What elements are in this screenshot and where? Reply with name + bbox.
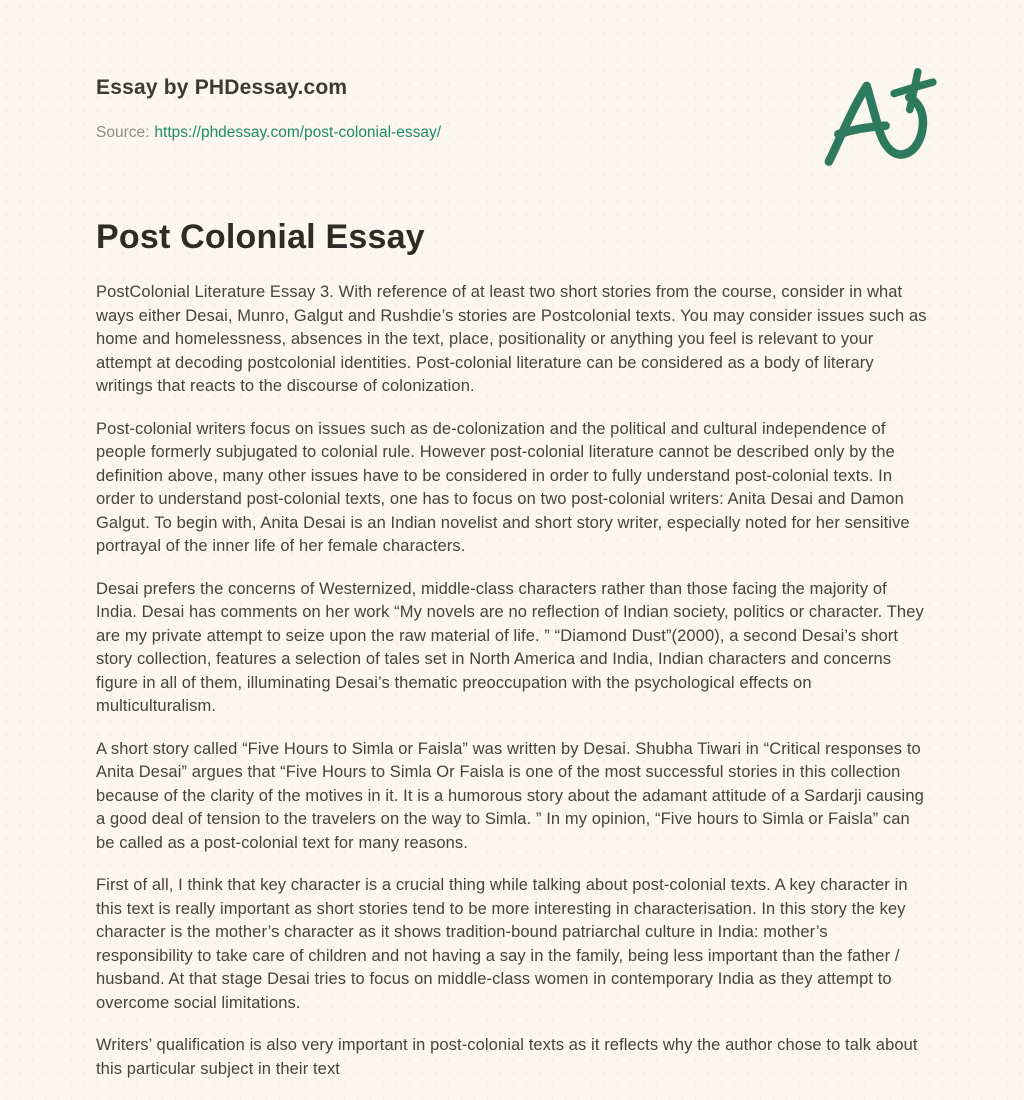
essay-paragraph: PostColonial Literature Essay 3. With reference of at least two short stories from the course, consider in what ways either Desai, Munro, Galgut and Rushdie’s stories are Postcolonial texts. You may consider issues such as home and homelessness, absences in the text, place, positionality or anything you feel is relevant to your attempt at decoding postcolonial identities. Post-colonial literature can be considered as a body of literary writings that reacts to the discourse of colonization. — [96, 283, 927, 395]
essay-content — [96, 218, 928, 1081]
page-header — [96, 0, 928, 142]
essay-body — [96, 281, 928, 1081]
a-plus-logo-icon — [820, 68, 938, 172]
essay-paragraph: First of all, I think that key character is a crucial thing while talking about post-colonial texts. A key character in this text is really important as short stories tend to be more interesting in characterisation. In this story the key character is the mother’s character as it shows tradition-bound patriarchal culture in India: mother’s responsibility to take care of children and not having a say in the family, being less important than the father / husband. At that stage Desai tries to focus on middle-class women in contemporary India as they attempt to overcome social limitations. — [96, 876, 908, 1012]
essay-paragraph: A short story called “Five Hours to Simla or Faisla” was written by Desai. Shubha Tiwari in “Critical responses to Anita Desai” argues that “Five Hours to Simla Or Faisla is one of the most successful stories in this collection because of the clarity of the motives in it. It is a humorous story about the adamant attitude of a Sardarji causing a good deal of tension to the travelers on the way to Simla. ” In my opinion, “Five hours to Simla or Faisla” can be called as a post-colonial text for many reasons. — [96, 739, 924, 852]
essay-paragraph: Desai prefers the concerns of Westernized, middle-class characters rather than those facing the majority of India. Desai has comments on her work “My novels are no reflection of Indian society, politics or character. They are my private attempt to seize upon the raw material of life. ” “Diamond Dust”(2000), a second Desai’s short story collection, features a selection of tales set in North America and India, Indian characters and concerns figure in all of them, illuminating Desai’s thematic preoccupation with the psychological effects on multiculturalism. — [96, 579, 924, 715]
essay-paragraph: Post-colonial writers focus on issues such as de-colonization and the political and cultural independence of people formerly subjugated to colonial rule. However post-colonial literature cannot be described only by the definition above, many other issues have to be considered in order to fully understand post-colonial texts. In order to understand post-colonial texts, one has to focus on two post-colonial writers: Anita Desai and Damon Galgut. To begin with, Anita Desai is an Indian novelist and short story writer, especially noted for her sensitive portrayal of the inner life of her female characters. — [96, 419, 910, 555]
essay-paragraph: Writers’ qualification is also very important in post-colonial texts as it reflects why the author chose to talk about this particular subject in their text — [96, 1036, 918, 1078]
byline: Essay by PHDessay.com — [96, 76, 348, 99]
source-line — [96, 124, 928, 142]
essay-title: Post Colonial Essay — [96, 218, 425, 256]
source-label: Source: — [96, 124, 150, 141]
source-link[interactable]: https://phdessay.com/post-colonial-essay/ — [154, 124, 442, 141]
